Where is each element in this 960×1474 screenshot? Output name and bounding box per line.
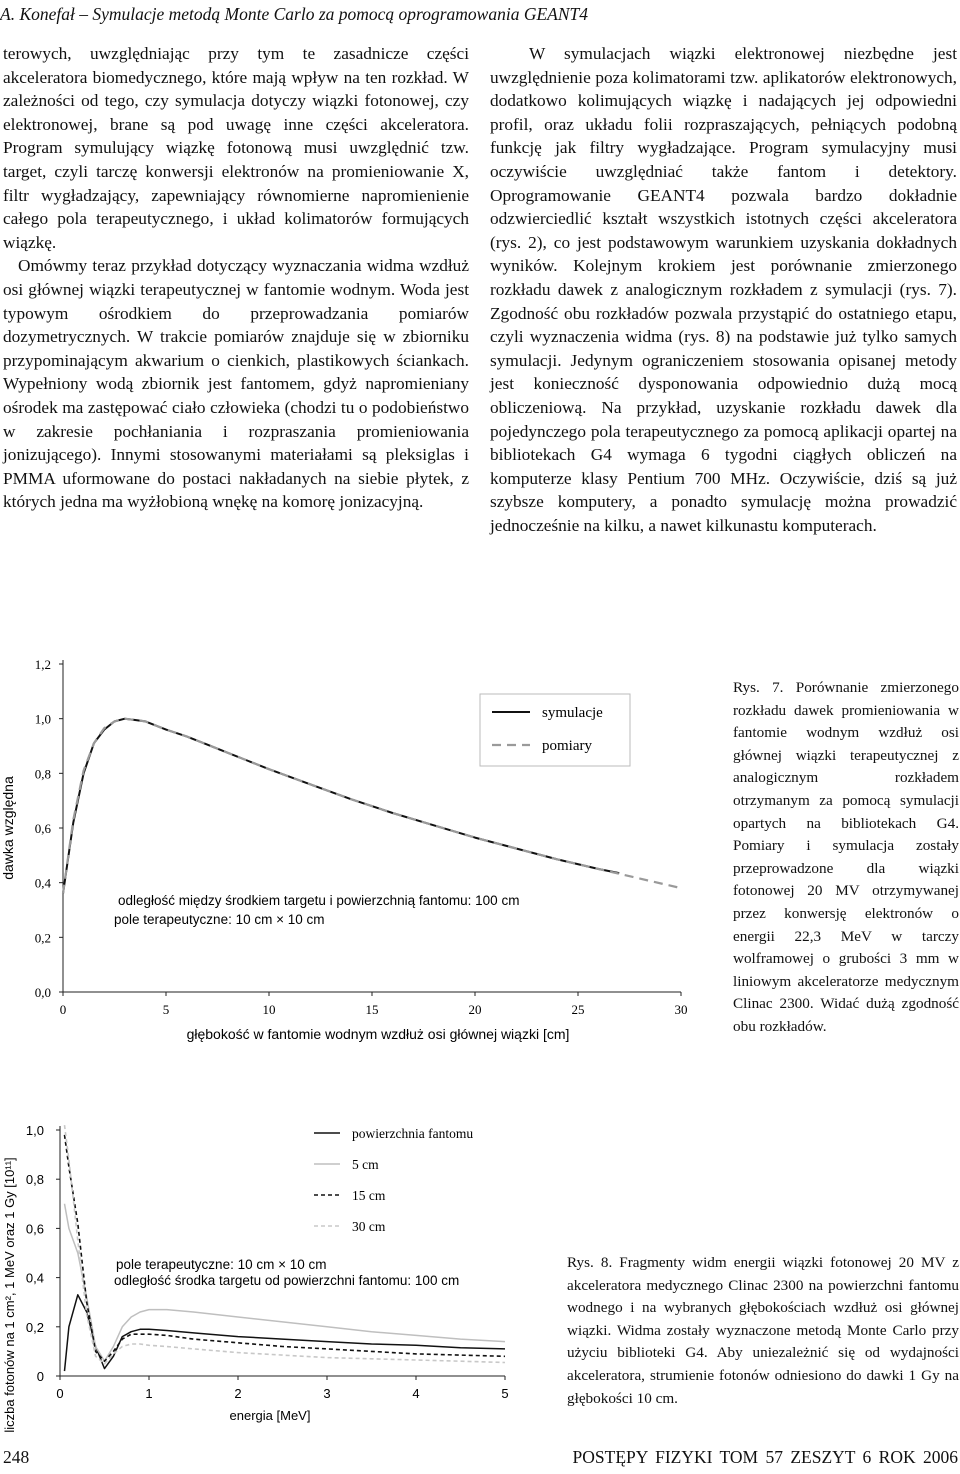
annotation-text: odległość między środkiem targetu i powierzchnią fantomu: 100 cm (118, 893, 520, 908)
figure-8-chart (0, 1095, 560, 1435)
right-column (490, 42, 957, 537)
y-tick-label: 0,8 (25, 1172, 44, 1188)
annotation-text: pole terapeutyczne: 10 cm × 10 cm (116, 1257, 327, 1272)
annotation-text: pole terapeutyczne: 10 cm × 10 cm (114, 912, 325, 927)
y-tick-label: 0,4 (34, 875, 51, 891)
x-tick-label: 5 (162, 1002, 170, 1017)
journal-info: POSTĘPY FIZYKI TOM 57 ZESZYT 6 ROK 2006 (572, 1447, 958, 1467)
legend-label: pomiary (542, 738, 592, 754)
y-tick-label: 0,6 (34, 821, 51, 836)
x-tick-label: 4 (412, 1386, 420, 1401)
y-tick-label: 1,0 (25, 1123, 44, 1138)
body-paragraph: Omówmy teraz przykład dotyczący wyznaczania widma wzdłuż osi głównej wiązki terapeutycznej w fantomie wodnym. Woda jest typowym ośrodkiem do przeprowadzania pomiarów dozymetrycznych. W trakcie pomiarów znajduje się w zbiorniku przypominającym akwarium o cienkich, plastikowych ściankach. Wypełniony wodą zbiornik jest fantomem, gdyż napromieniany ośrodek ma zastępować ciało człowieka (chodzi tu o podobieństwo w zakresie pochłaniania i rozpraszania promieniowania jonizującego). Innymi stosowanymi materiałami są pleksiglas i PMMA uformowane do postaci nakładanych na siebie płytek, z których jedna ma wyżłobioną wnękę na komorę jonizacyjną. (3, 256, 469, 512)
x-tick-label: 20 (468, 1002, 482, 1017)
y-tick-label: 0,4 (25, 1270, 44, 1286)
series-line-15-cm (65, 1135, 506, 1361)
figure-7-chart (0, 650, 720, 1050)
footer (0, 1447, 960, 1473)
figure-8-caption: Rys. 8. Fragmenty widm energii wiązki fotonowej 20 MV z akceleratora medycznego Clinac 2300 na powierzchni fantomu wodnego i na wybranych głębokościach wzdłuż osi głównej wiązki. Widma zostały wyznaczone metodą Monte Carlo przy użyciu biblioteki G4. Aby uniezależnić się od wydajności akceleratora, strumienie fotonów odniesiono do dawki 1 Gy na głębokości 10 cm. (567, 1254, 959, 1407)
legend-label: 15 cm (352, 1188, 386, 1203)
y-tick-label: 0,8 (34, 766, 51, 782)
x-tick-label: 5 (501, 1386, 509, 1401)
series-line-powierzchnia-fantomu (65, 1295, 506, 1371)
running-head: A. Konefał – Symulacje metodą Monte Carlo za pomocą oprogramowania GEANT4 (0, 4, 588, 24)
annotation-text: odległość środka targetu od powierzchni fantomu: 100 cm (114, 1273, 460, 1288)
legend-label: symulacje (542, 705, 603, 721)
legend-label: 5 cm (352, 1157, 379, 1172)
body-paragraph: W symulacjach wiązki elektronowej niezbędne jest uwzględnienie poza kolimatorami tzw. aplikatorów elektronowych, dodatkowo kolimujących wiązkę i nadających jej odpowiedni profil, oraz układu folii rozpraszających, pełniących podobną funkcję jak filtry wygładzające. Program symulacyjny musi oczywiście uwzględniać także fantom i detektory. Oprogramowanie GEANT4 pozwala bardzo dokładnie odzwierciedlić kształt wszystkich istotnych części akceleratora (rys. 2), co jest podstawowym warunkiem uzyskania dokładnych wyników. Kolejnym krokiem jest porównanie zmierzonego rozkładu dawek z analogicznym rozkładem z symulacji (rys. 7). Zgodność obu rozkładów pozwala przystąpić do ostatniego etapu, czyli wyznaczenia widma (rys. 8) na podstawie już tylko samych symulacji. Jedynym ograniczeniem stosowania opisanej metody jest konieczność dysponowania odpowiednio dużą mocą obliczeniową. Na przykład, uzyskanie rozkładu dawek dla pojedynczego pola terapeutycznego za pomocą aplikacji opartej na bibliotekach G4 wymaga 6 tygodni ciągłych obliczeń na komputerze klasy Pentium 700 MHz. Oczywiście, dziś są już szybsze komputery, a ponadto symulację można prowadzić jednocześnie na kilku, a nawet kilkunastu komputerach. (490, 44, 957, 535)
x-axis-label: energia [MeV] (229, 1408, 311, 1423)
x-tick-label: 1 (145, 1386, 153, 1401)
y-tick-label: 0,2 (25, 1319, 44, 1335)
legend-label: 30 cm (352, 1219, 386, 1234)
legend-label: powierzchnia fantomu (352, 1126, 474, 1141)
left-column (3, 42, 469, 514)
x-tick-label: 3 (323, 1386, 331, 1401)
y-tick-label: 0,0 (34, 985, 51, 1000)
x-axis-label: głębokość w fantomie wodnym wzdłuż osi głównej wiązki [cm] (186, 1026, 570, 1042)
series-line-30-cm (65, 1125, 506, 1364)
x-tick-label: 25 (571, 1002, 585, 1017)
page-number: 248 (3, 1447, 30, 1467)
y-axis-label: liczba fotonów na 1 cm², 1 MeV oraz 1 Gy [10¹¹] (2, 1157, 17, 1433)
x-tick-label: 2 (234, 1386, 242, 1401)
body-paragraph: terowych, uwzględniając przy tym te zasadnicze części akceleratora biomedycznego, które mają wpływ na ten rozkład. W zależności od tego, czy symulacja dotyczy wiązki fotonowej, czy elektronowej, brane są pod uwagę inne części akceleratora. Program symulujący wiązkę fotonową musi uwzględnić tzw. target, czyli tarczę konwersji elektronów na promieniowanie X, filtr wygładzający, zapewniający równomierne napromienienie całego pola terapeutycznego, i układ kolimatorów formujących wiązkę. (3, 44, 469, 252)
y-tick-label: 0 (36, 1369, 44, 1384)
x-tick-label: 30 (674, 1002, 688, 1017)
y-tick-label: 0,2 (34, 930, 51, 946)
y-tick-label: 1,0 (34, 711, 51, 727)
y-tick-label: 1,2 (34, 657, 51, 672)
x-tick-label: 0 (59, 1002, 67, 1017)
x-tick-label: 0 (56, 1386, 64, 1401)
y-tick-label: 0,6 (25, 1221, 44, 1237)
y-axis-label: dawka względna (0, 776, 16, 880)
x-tick-label: 10 (262, 1002, 276, 1017)
figure-7-caption: Rys. 7. Porównanie zmierzonego rozkładu dawek promieniowania w fantomie wodnym wzdłuż osi głównej wiązki terapeutycznej z analogicznym rozkładem otrzymanym za pomocą symulacji opartych na bibliotekach G4. Pomiary i symulacja zostały przeprowadzone dla wiązki fotonowej 20 MV otrzymywanej przez konwersję elektronów o energii 22,3 MeV w tarczy wolframowej o grubości 3 mm w liniowym akceleratorze medycznym Clinac 2300. Widać dużą zgodność obu rozkładów. (733, 679, 959, 1035)
x-tick-label: 15 (365, 1002, 379, 1017)
